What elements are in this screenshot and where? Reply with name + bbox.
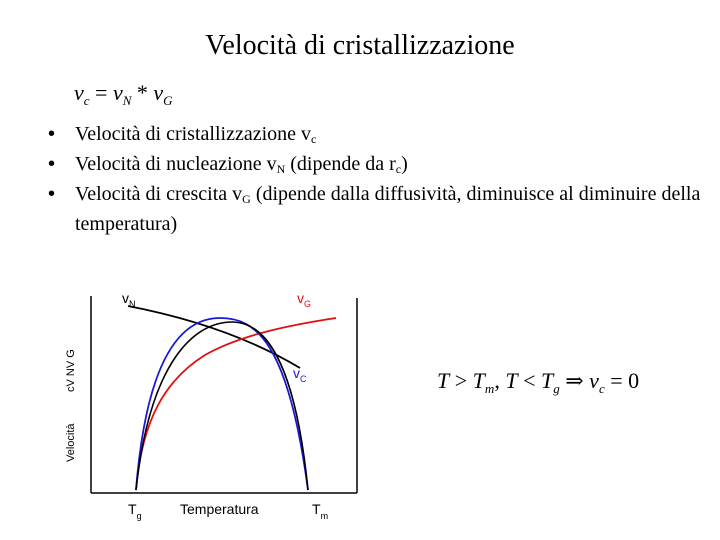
- bullet-dot: •: [48, 183, 56, 205]
- zero-rate-condition: $T > T_m$, $T < T_g$ ⇒ $v_c = 0$: [437, 368, 640, 396]
- growth-curve: [136, 318, 336, 490]
- vc-label: $v_C$: [293, 365, 307, 384]
- y-axis-label: cV NV G: [65, 349, 77, 392]
- x-axis-label: Temperatura: [180, 501, 259, 517]
- y-axis-label-lower: Velocità: [65, 423, 77, 462]
- slide-title: Velocità di cristallizzazione: [205, 30, 515, 61]
- crystallization-curve: [136, 318, 308, 490]
- tg-label: $T_g$: [128, 501, 142, 521]
- tm-label: $T_m$: [312, 501, 329, 521]
- vn-label: $v_N$: [122, 290, 136, 309]
- bullet-dot: •: [48, 123, 56, 145]
- vg-label: $v_G$: [297, 290, 312, 309]
- nucleation-curve: [128, 306, 300, 368]
- crystallization-rate-formula: $v_c = v_N * v_G$: [74, 80, 173, 108]
- bullet-nucleation-rate: • Velocità di nucleazione $v_N$ (dipende da $r_c$): [48, 153, 408, 176]
- bullet-crystallization-rate: • Velocità di cristallizzazione $v_c$: [48, 123, 317, 146]
- bullet-growth-rate: • Velocità di crescita $v_G$ (dipende dalla diffusività, diminuisce al diminuire della temperatura): [48, 183, 701, 235]
- bullet-dot: •: [48, 153, 56, 175]
